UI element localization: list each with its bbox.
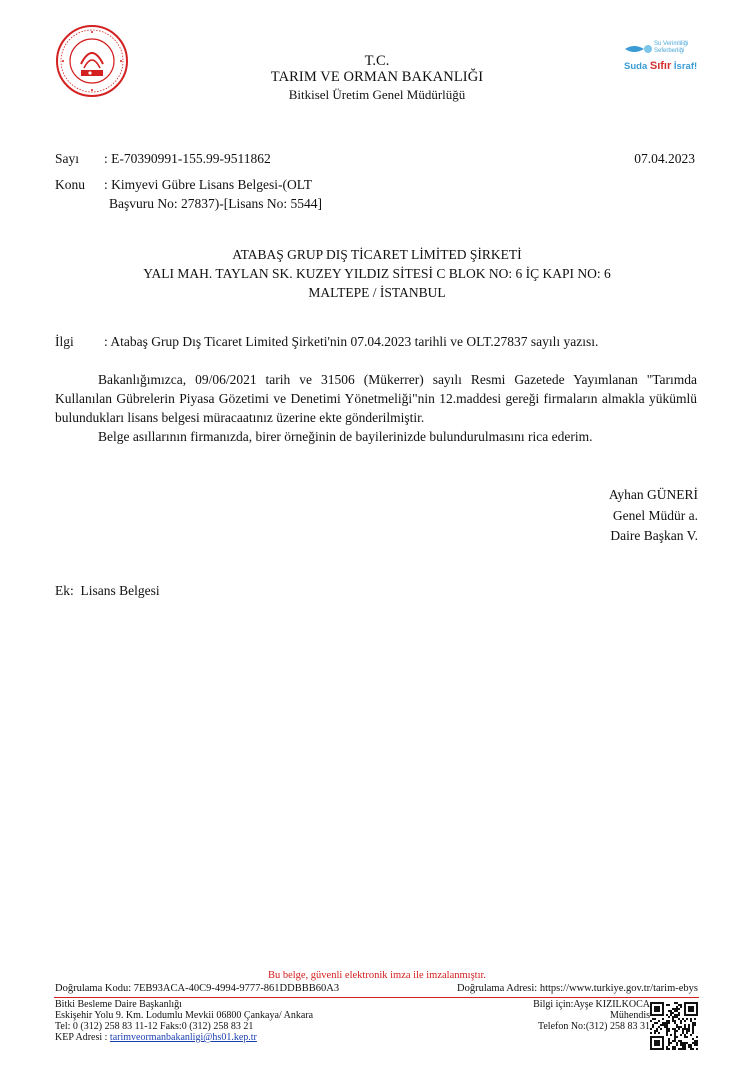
konu-value-line2: Başvuru No: 27837)-[Lisans No: 5544] <box>109 196 322 211</box>
addressee-city: MALTEPE / İSTANBUL <box>308 285 446 300</box>
slogan-part-israf: İsraf! <box>671 61 698 72</box>
document-date: 07.04.2023 <box>634 151 695 166</box>
kep-label: KEP Adresi : <box>55 1032 110 1043</box>
konu-value-line1: : Kimyevi Gübre Lisans Belgesi-(OLT <box>104 177 312 192</box>
header-tc: T.C. <box>364 53 390 69</box>
sayi-value: : E-70390991-155.99-9511862 <box>104 151 271 166</box>
kep-address-link[interactable]: tarimveormanbakanligi@hs01.kep.tr <box>109 1032 257 1043</box>
slogan-part-sifir: Sıfır <box>649 60 672 72</box>
contact-person: Bilgi için:Ayşe KIZILKOCA <box>533 999 650 1010</box>
footer-divider <box>54 997 699 998</box>
contact-title: Mühendis <box>610 1010 650 1021</box>
sayi-label: Sayı <box>55 151 80 166</box>
footer-phone-fax: Tel: 0 (312) 258 83 11-12 Faks:0 (312) 258 83 21 <box>55 1021 254 1032</box>
body-paragraph <box>55 370 697 427</box>
annex-line: Ek: Lisans Belgesi <box>55 583 160 598</box>
body-paragraph-1: Bakanlığımızca, 09/06/2021 tarih ve 31506 (Mükerrer) sayılı Resmi Gazetede Yayımlanan "Tarımda Kullanılan Gübrelerin Piyasa Gözetimi ve Denetimi Yönetmeliği"nin 12.maddesi gereği firmaların almakla yükümlü bulundukları lisans belgesi müracaatınız üzerine ekte gönderilmiştir. <box>55 372 697 425</box>
contact-phone: Telefon No:(312) 258 83 31 <box>537 1021 650 1032</box>
addressee-company: ATABAŞ GRUP DIŞ TİCARET LİMİTED ŞİRKETİ <box>232 247 522 262</box>
body-paragraph-2: Belge asıllarının firmanızda, birer örneğinin de bayilerinizde bulundurulmasını rica ederim. <box>98 429 593 444</box>
footer-kep <box>55 1032 257 1043</box>
verification-code: Doğrulama Kodu: 7EB93ACA-40C9-4994-9777-861DDBBB60A3 <box>55 983 340 994</box>
verification-address: Doğrulama Adresi: https://www.turkiye.gov.tr/tarim-ebys <box>457 983 698 994</box>
addressee-street: YALI MAH. TAYLAN SK. KUZEY YILDIZ SİTESİ C BLOK NO: 6 İÇ KAPI NO: 6 <box>143 266 611 281</box>
konu-label: Konu <box>55 177 85 192</box>
ilgi-label: İlgi <box>55 334 74 349</box>
footer-department: Bitki Besleme Daire Başkanlığı <box>55 999 182 1010</box>
signatory-title-1: Genel Müdür a. <box>612 508 698 523</box>
signatory-name: Ayhan GÜNERİ <box>608 487 698 502</box>
header-directorate: Bitkisel Üretim Genel Müdürlüğü <box>288 87 466 102</box>
water-logo-text-line1: Su Verimliliği <box>654 41 689 47</box>
e-signature-note: Bu belge, güvenli elektronik imza ile imzalanmıştır. <box>267 970 487 981</box>
header-ministry: TARIM VE ORMAN BAKANLIĞI <box>270 69 484 85</box>
slogan-part-suda: Suda <box>624 61 650 72</box>
footer-address: Eskişehir Yolu 9. Km. Lodumlu Mevkii 06800 Çankaya/ Ankara <box>55 1010 314 1021</box>
ilgi-value: : Atabaş Grup Dış Ticaret Limited Şirketi'nin 07.04.2023 tarihli ve OLT.27837 sayılı yazısı. <box>104 334 599 349</box>
signatory-title-2: Daire Başkan V. <box>610 528 698 543</box>
qr-code-icon <box>650 1002 698 1050</box>
water-logo-text-line2: Seferberliği <box>654 48 685 54</box>
